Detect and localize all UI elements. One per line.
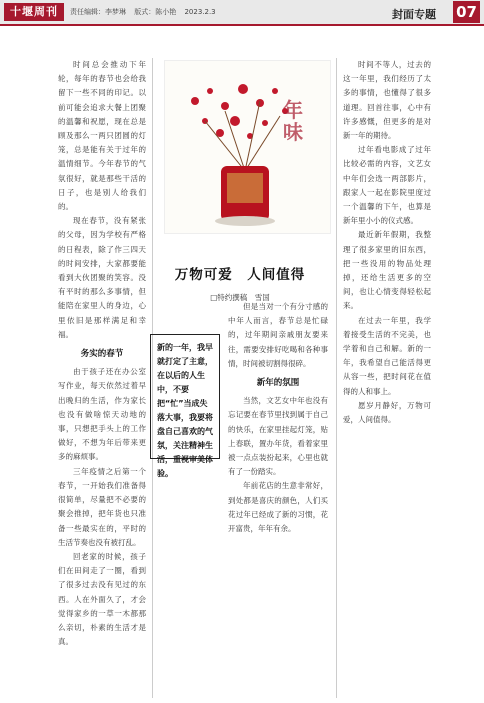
article-title: 万物可爱 人间值得	[174, 267, 306, 283]
paragraph: 时间总会推动下年轮，每年的春节也会给我留下一些不同的印记。以前可能会追求大餐上团聚的温馨和祝愿，现在总是顾及那么一两只团圆的灯笼，总是能有关于过年的温情细节。今年春节的气氛很好，就是那些干活的日子，也是别人给我们的。	[58, 60, 146, 212]
subheading-1: 务实的春节	[80, 349, 124, 360]
article-column-3	[343, 58, 431, 698]
subheading-2: 新年的氛围	[256, 378, 300, 389]
pull-quote: 新的一年，我早就打定了主意，在以后的人生中，不要把“忙”当成失落大事，我要将盘自己喜欢的气氛，关注精神生活，重视审美体验。	[150, 334, 220, 459]
paragraph: 过年看电影成了过年比较必需的内容，文艺女中年们会选一两部影片，跟家人一起在影院里度过一个温馨的下午，也算是新年里小小的仪式感。	[343, 145, 431, 226]
paragraph: 现在春节，没有紧张的父母，因为学校有严格的日程表，除了作三四天的时间安排，大家都要能看到大伙团聚的笑容。没有平时的那么多事情，但能陪在家里人的身边，心里依旧是那样满足和幸福。	[58, 216, 146, 339]
article-byline: □特约撰稿 雪国	[210, 293, 270, 302]
paragraph: 三年疫情之后第一个春节，一开始我们准备得很简单，尽量把不必要的聚会推掉，把年货也只准备一些最实在的，平时的生活节奏也没有被打乱。	[58, 466, 146, 547]
issue-date: 2023.2.3	[184, 8, 216, 16]
paragraph: 愿岁月静好，万物可爱，人间值得。	[343, 400, 431, 425]
cover-photo	[164, 60, 331, 234]
page-number: 07	[453, 1, 480, 23]
paragraph: 最近新年假期，我整理了很多家里的旧东西，把一些没用的物品处理掉，还给生活更多的空间，也让心情变得轻松起来。	[343, 230, 431, 311]
paragraph: 在过去一年里，我学着接受生活的不完美，也学着和自己和解。新的一年，我希望自己能活得更从容一些，把时间花在值得的人和事上。	[343, 315, 431, 396]
paragraph: 年前花店的生意非常好，到处都是喜庆的颜色，人们买花过年已经成了新的习惯，花开富贵，年年有余。	[228, 481, 328, 534]
paragraph: 但是当对一个有分寸感的中年人而言，春节总是忙碌的，过年期间亲戚朋友要来往，需要安排好吃喝和各种事情，时间被切割得很碎。	[228, 302, 328, 368]
editor-name: 责任编辑：李梦琳	[70, 8, 126, 16]
nianwei-calligraphy: 年味	[283, 98, 303, 144]
paragraph: 时间不等人，过去的这一年里，我们经历了太多的事情，也懂得了很多道理。回首往事，心中有许多感慨，但更多的是对新一年的期待。	[343, 60, 431, 141]
article-column-1	[58, 58, 146, 698]
red-lantern-flower-decoration-illustration	[165, 61, 330, 233]
designer-name: 版式：陈小艳	[134, 8, 177, 16]
editor-credits	[70, 7, 222, 17]
article-column-2	[228, 300, 328, 698]
page-header	[0, 0, 484, 26]
paragraph: 由于孩子还在办公室写作业，每天依然过着早出晚归的生活，作为家长也没有做啥惊天动地的事，只想把手头上的工作做好，不想为年后带来更多的麻烦事。	[58, 367, 146, 462]
column-divider	[336, 58, 337, 698]
paragraph: 回老家的时候，孩子们在田间走了一圈，看到了很多过去没有见过的东西。人在外面久了，才会觉得家乡的一草一木都那么亲切，朴素的生活才是真。	[58, 551, 146, 647]
section-title: 封面专题	[392, 8, 436, 21]
masthead: 十堰周刊	[4, 3, 64, 21]
paragraph: 当然，文艺女中年也没有忘记要在春节里找到属于自己的快乐，在家里挂起灯笼，贴上春联，置办年货，看着家里被一点点装扮起来，心里也就有了一份踏实。	[228, 396, 328, 477]
